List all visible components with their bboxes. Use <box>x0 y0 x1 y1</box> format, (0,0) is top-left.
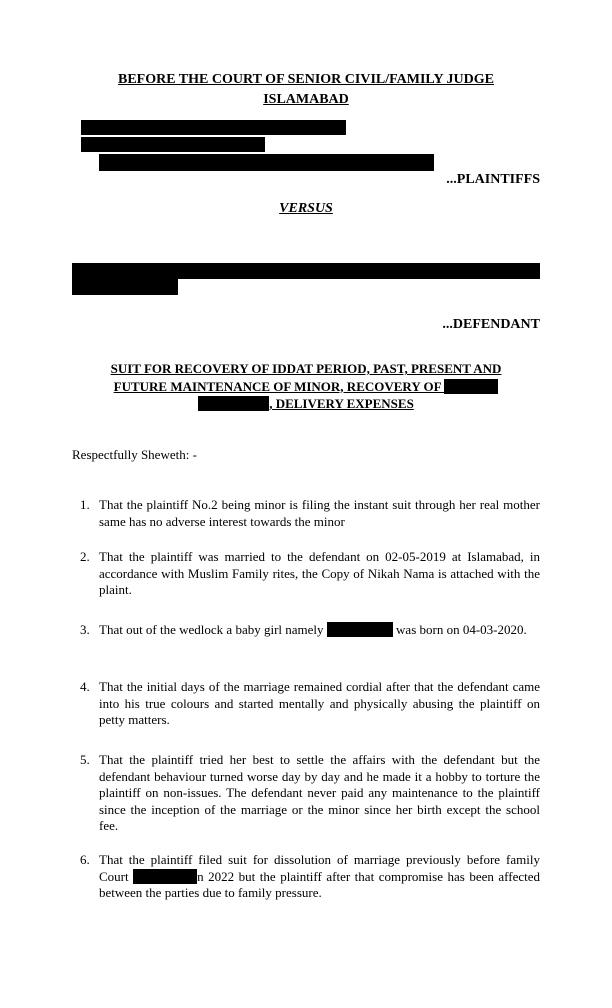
paragraph-text: That the plaintiff tried her best to settle the affairs with the defendant but the defendant behaviour turned worse day by day and he made it a hobby to torture the plaintiff on non-issues. The defendant never paid any maintenance to the plaintiff since the inception of the marriage or the minor since her birth except the school fee. <box>99 752 540 833</box>
paragraph <box>80 622 540 639</box>
paragraph-number: 1. <box>80 497 90 512</box>
redaction <box>99 154 434 171</box>
paragraph-number: 5. <box>80 752 90 767</box>
redaction <box>72 263 540 279</box>
suit-heading-line3: , DELIVERY EXPENSES <box>269 396 414 411</box>
defendant-label: ...DEFENDANT <box>442 317 540 332</box>
salutation: Respectfully Sheweth: - <box>72 447 197 462</box>
versus-text: VERSUS <box>279 201 333 216</box>
suit-heading-line1: SUIT FOR RECOVERY OF IDDAT PERIOD, PAST, PRESENT AND <box>110 361 502 376</box>
redaction <box>81 120 346 135</box>
paragraph-text <box>99 852 540 902</box>
paragraph <box>80 549 540 599</box>
court-title <box>0 70 612 110</box>
paragraph <box>80 497 540 530</box>
redaction <box>72 279 178 295</box>
plaintiffs-label: ...PLAINTIFFS <box>446 172 540 187</box>
redaction <box>81 137 265 152</box>
paragraph-number: 6. <box>80 852 90 867</box>
paragraph <box>80 852 540 902</box>
court-title-line1: BEFORE THE COURT OF SENIOR CIVIL/FAMILY JUDGE <box>117 72 495 87</box>
suit-heading-line2: FUTURE MAINTENANCE OF MINOR, RECOVERY OF <box>113 378 445 394</box>
paragraph-text <box>99 622 540 639</box>
paragraph-text-part: That the plaintiff filed suit for dissolution of marriage previously before family Court <box>99 852 540 884</box>
paragraph-number: 2. <box>80 549 90 564</box>
redaction <box>198 396 269 411</box>
paragraph-text: That the plaintiff was married to the defendant on 02-05-2019 at Islamabad, in accordance with Muslim Family rites, the Copy of Nikah Nama is attached with the plaint. <box>99 549 540 597</box>
paragraph-number: 3. <box>80 622 90 637</box>
court-title-line2: ISLAMABAD <box>263 92 349 107</box>
paragraph-text-part: That out of the wedlock a baby girl namely <box>99 622 327 637</box>
paragraph <box>80 679 540 729</box>
paragraph-text-part: was born on 04-03-2020. <box>392 622 527 637</box>
redaction <box>444 379 498 394</box>
paragraph-text: That the plaintiff No.2 being minor is filing the instant suit through her real mother same has no adverse interest towards the minor <box>99 497 540 529</box>
paragraph-text: That the initial days of the marriage remained cordial after that the defendant came into his true colours and started mentally and physically abusing the plaintiff on petty matters. <box>99 679 540 727</box>
redaction <box>133 869 197 884</box>
redaction <box>327 622 393 637</box>
suit-heading <box>0 360 612 413</box>
paragraph-number: 4. <box>80 679 90 694</box>
versus-heading <box>0 201 612 217</box>
paragraph <box>80 752 540 835</box>
paragraph-text-part: n 2022 but the plaintiff after that compromise has been affected between the parties due to family pressure. <box>99 868 540 900</box>
